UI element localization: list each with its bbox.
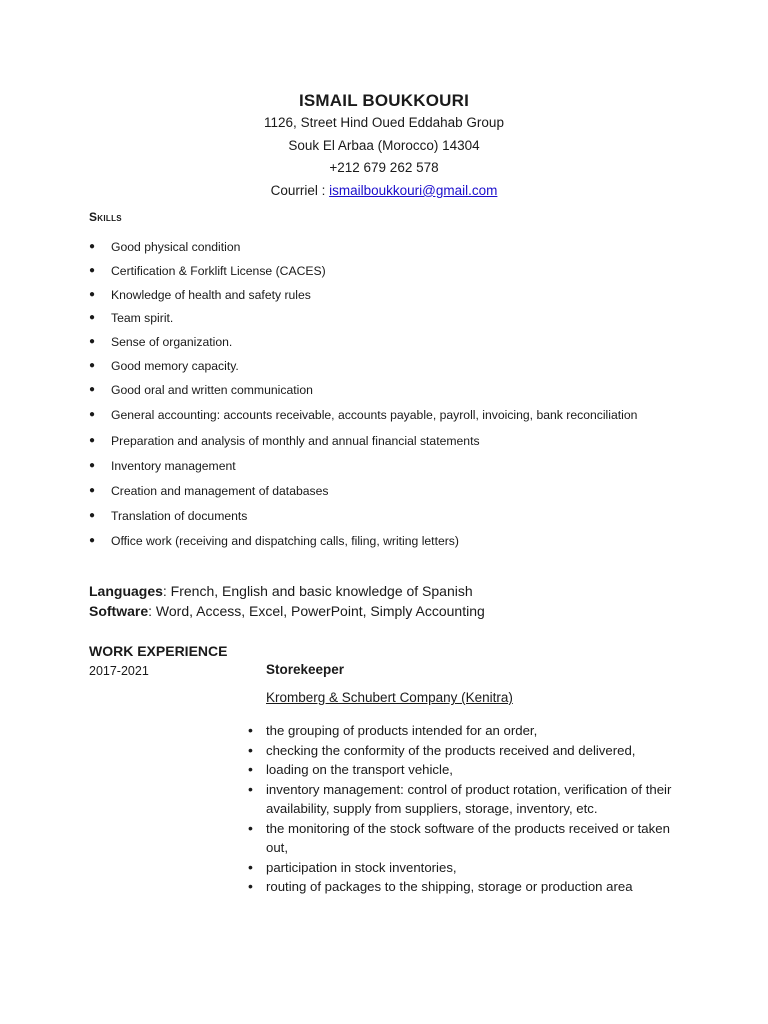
- bullet-icon: ●: [89, 241, 96, 252]
- job-task-item: • the grouping of products intended for an order,: [247, 721, 687, 741]
- languages-label: Languages: [89, 583, 163, 599]
- job-task-item: • loading on the transport vehicle,: [247, 760, 687, 780]
- job-task-list: [247, 721, 687, 897]
- languages-line: [89, 581, 473, 601]
- job-title: Storekeeper: [266, 662, 345, 677]
- bullet-icon: ●: [89, 336, 96, 347]
- software-value: : Word, Access, Excel, PowerPoint, Simply Accounting: [148, 603, 485, 619]
- email-label: Courriel :: [270, 182, 330, 198]
- work-experience-heading: WORK EXPERIENCE: [89, 643, 228, 659]
- bullet-icon: ●: [89, 312, 96, 323]
- bullet-icon: ●: [89, 265, 96, 276]
- bullet-icon: ●: [89, 435, 96, 446]
- bullet-icon: ●: [89, 360, 96, 371]
- bullet-icon: ●: [89, 289, 96, 300]
- bullet-icon: ●: [89, 384, 96, 395]
- software-line: [89, 601, 485, 621]
- job-task-item: • participation in stock inventories,: [247, 858, 687, 878]
- address-line-2: Souk El Arbaa (Morocco) 14304: [288, 137, 480, 153]
- email-link[interactable]: ismailboukkouri@gmail.com: [329, 182, 498, 198]
- job-task-item: • checking the conformity of the products received and delivered,: [247, 741, 687, 761]
- bullet-icon: ●: [89, 460, 96, 471]
- resume-header: [0, 90, 768, 202]
- bullet-icon: ●: [89, 510, 96, 521]
- bullet-icon: ●: [89, 409, 96, 420]
- phone-number: +212 679 262 578: [329, 160, 439, 176]
- languages-value: : French, English and basic knowledge of Spanish: [162, 583, 473, 599]
- skills-heading: Skills: [89, 210, 122, 224]
- bullet-icon: ●: [89, 535, 96, 546]
- address-line-1: 1126, Street Hind Oued Eddahab Group: [264, 115, 504, 130]
- job-dates: 2017-2021: [89, 664, 149, 678]
- job-task-item: • routing of packages to the shipping, storage or production area: [247, 877, 687, 897]
- resume-page: ISMAIL BOUKKOURI 1126, Street Hind Oued Eddahab Group Souk El Arbaa (Morocco) 14304 +212 679 262 578 Courriel : ismailboukkouri@gmail.com Skills ● Good physical condition ● Certification & Forklift License (CACES) ● Knowledge of health and safety rules ● Team spirit. ● Sense of organization. ● Good memory capacity. ● Good oral and written communication ● General accounting: accounts receivable, accounts payable, payroll, invoicing, bank reconciliation ● Preparation and analysis of monthly and annual financial statements ● Inventory management ● Creation and management of databases ● Translation of documents ● Office work (receiving and dispatching calls, filing, writing letters) Languages: French, English and basic knowledge of Spanish Software: Word, Access, Excel, PowerPoint, Simply Accounting WORK EXPERIENCE 2017-2021 Storekeeper Kromberg & Schubert Company (Kenitra) • the grouping of products intended for an order, • checking the conformity of the products received and delivered, • loading on the transport vehicle, • inventory management: control of product rotation, verification of their availability, supply from suppliers, storage, inventory, etc. • the monitoring of the stock software of the products received or taken out, • participation in stock inventories, • routing of packages to the shipping, storage or production area: [0, 0, 768, 1024]
- job-task-item: • inventory management: control of product rotation, verification of their availability, supply from suppliers, storage, inventory, etc.: [247, 780, 687, 819]
- job-task-item: • the monitoring of the stock software of the products received or taken out,: [247, 819, 687, 858]
- software-label: Software: [89, 603, 149, 619]
- bullet-icon: ●: [89, 485, 96, 496]
- company-name: Kromberg & Schubert Company (Kenitra): [266, 690, 513, 705]
- email-line: [0, 180, 768, 203]
- candidate-name: ISMAIL BOUKKOURI: [298, 91, 470, 110]
